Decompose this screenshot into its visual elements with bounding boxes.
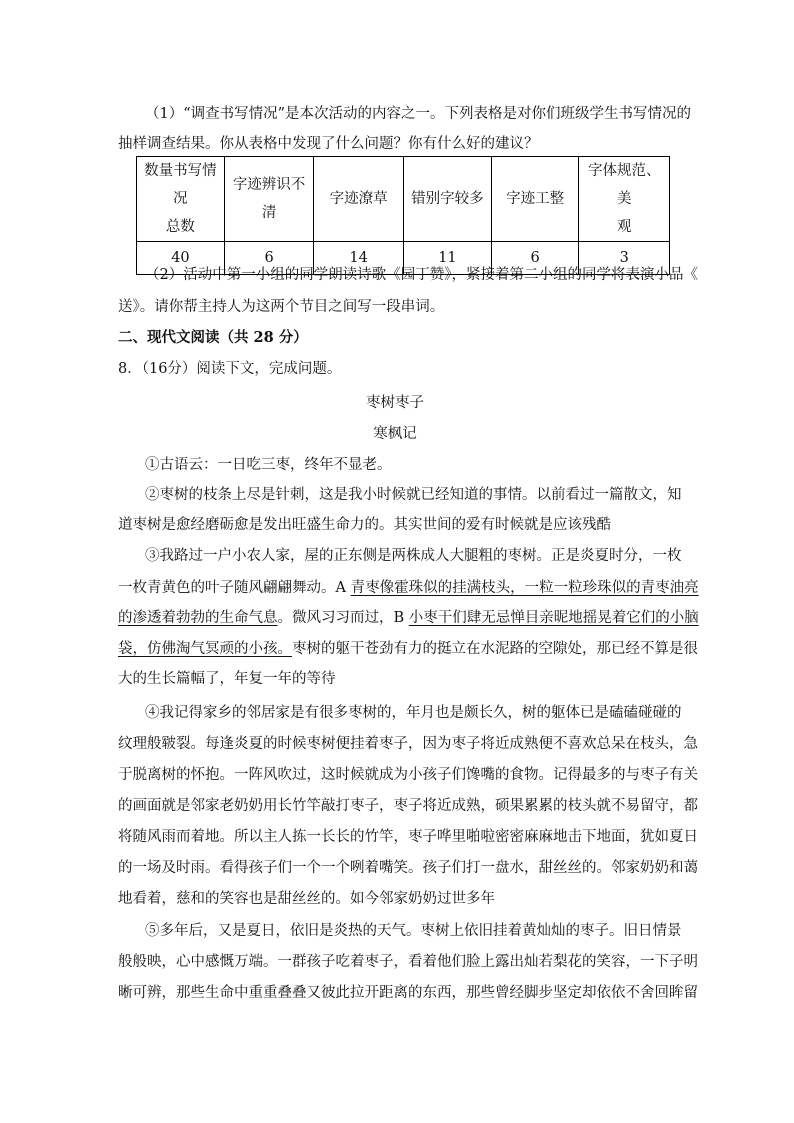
table-header-cell: 数量书写情况 总数	[137, 157, 225, 242]
paragraph-3-line: ③我路过一户小农人家，屋的正东侧是两株成人大腿粗的枣树。正是炎夏时分，一枚	[145, 548, 682, 564]
underlined-sentence-b: 小枣干们肆无忌惮目亲昵地摇晃着它们的小脑	[408, 610, 699, 626]
paragraph-5-line: 般般映，心中感慨万端。一群孩子吃着枣子，看着他们脸上露出灿若梨花的笑容，一下子明	[118, 954, 698, 970]
q7-part1-line2: 抽样调查结果。你从表格中发现了什么问题？你有什么好的建议？	[118, 136, 539, 152]
writing-survey-table	[136, 156, 670, 275]
underlined-sentence-a: 的渗透着勃勃的生命气息	[118, 610, 278, 626]
table-header-cell: 字迹辨识不清	[224, 157, 313, 242]
paragraph-4-line: 于脱离树的怀抱。一阵风吹过，这时候就成为小孩子们馋嘴的食物。记得最多的与枣子有关	[118, 767, 698, 783]
underlined-sentence-b: 袋，仿佛淘气冥顽的小孩。	[118, 641, 292, 657]
paragraph-3-line: 袋，仿佛淘气冥顽的小孩。枣树的躯干苍劲有力的挺立在水泥路的空隙处，那已经不算是很	[118, 641, 698, 657]
table-cell: 14	[314, 242, 404, 275]
paragraph-2-line: ②枣树的枝条上尽是针刺，这是我小时候就已经知道的事情。以前看过一篇散文，知	[145, 487, 682, 503]
paragraph-4-line: 的画面就是邻家老奶奶用长竹竿敲打枣子，枣子将近成熟，硕果累累的枝头就不易留守，都	[118, 798, 698, 814]
table-cell: 40	[137, 242, 225, 275]
table-header-cell: 字迹潦草	[314, 157, 404, 242]
paragraph-5-line: 晰可辨，那些生命中重重叠叠又彼此拉开距离的东西，那些曾经脚步坚定却依依不舍回眸留	[118, 985, 698, 1001]
paragraph-5-line: ⑤多年后，又是夏日，依旧是炎热的天气。枣树上依旧挂着黄灿灿的枣子。旧日情景	[145, 923, 682, 939]
paragraph-4-line: 将随风雨而着地。所以主人拣一长长的竹竿，枣子哗里啪啦密密麻麻地击下地面，犹如夏日	[118, 829, 698, 845]
paragraph-4-line: 纹理般皲裂。每逢炎夏的时候枣树便挂着枣子，因为枣子将近成熟便不喜欢总呆在枝头，急	[118, 736, 698, 752]
paragraph-2-line: 道枣树是愈经磨砺愈是发出旺盛生命力的。其实世间的爱有时候就是应该残酷	[118, 517, 611, 533]
paragraph-1: ①古语云：一日吃三枣，终年不显老。	[145, 457, 392, 473]
paragraph-4-line: 地看着，慈和的笑容也是甜丝丝的。如今邻家奶奶过世多年	[118, 891, 495, 907]
q7-part2-line1: （2）活动中第一小组的同学朗读诗歌《园丁赞》，紧接着第二小组的同学将表演小品《	[145, 267, 698, 283]
paragraph-4-line: 的一场及时雨。看得孩子们一个一个咧着嘴笑。孩子们打一盘水，甜丝丝的。邻家奶奶和蔼	[118, 860, 698, 876]
paragraph-3-line: 的渗透着勃勃的生命气息。微风习习而过，B 小枣干们肆无忌惮目亲昵地摇晃着它们的小脑	[118, 610, 699, 626]
table-header-cell: 字迹工整	[491, 157, 579, 242]
underlined-sentence-a: 青枣像霍珠似的挂满枝头，一粒一粒珍珠似的青枣油亮	[350, 580, 699, 596]
question-8-intro: 8．（16分）阅读下文，完成问题。	[118, 361, 342, 377]
q7-part1-line1: （1）“调查书写情况”是本次活动的内容之一。下列表格是对你们班级学生书写情况的	[145, 106, 692, 122]
table-cell: 11	[404, 242, 492, 275]
paragraph-3-line: 大的生长篇幅了，年复一年的等待	[118, 671, 336, 687]
q7-part2-line2: 送》。请你帮主持人为这两个节目之间写一段串词。	[118, 299, 445, 315]
paragraph-3-line: 一枚青黄色的叶子随风翩翩舞动。A 青枣像霍珠似的挂满枝头，一粒一粒珍珠似的青枣油亮	[118, 580, 699, 596]
table-cell: 3	[579, 242, 670, 275]
article-author: 寒枫记	[373, 426, 417, 442]
table-cell: 6	[224, 242, 313, 275]
table-header-cell: 字体规范、美 观	[579, 157, 670, 242]
article-title: 枣树枣子	[366, 395, 424, 411]
section-2-heading: 二、现代文阅读（共 28 分）	[118, 329, 308, 346]
table-cell: 6	[491, 242, 579, 275]
paragraph-4-line: ④我记得家乡的邻居家是有很多枣树的，年月也是颇长久，树的躯体已是磕磕碰碰的	[145, 705, 682, 721]
table-header-cell: 错别字较多	[404, 157, 492, 242]
table-header-row	[137, 157, 670, 242]
